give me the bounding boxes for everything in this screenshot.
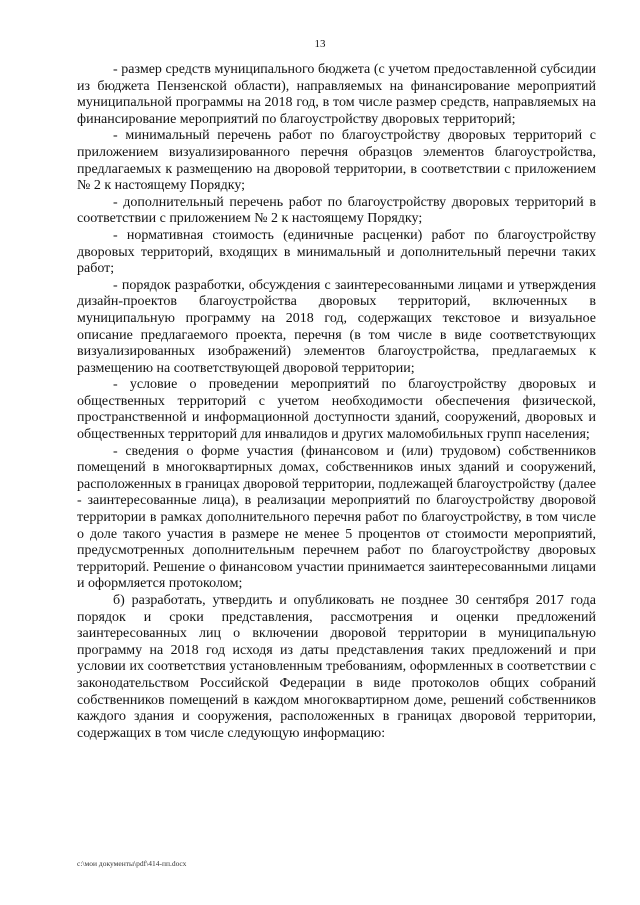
page-number: 13: [314, 38, 326, 50]
paragraph-develop-approve-publish: б) разработать, утвердить и опубликовать не позднее 30 сентября 2017 года порядок и сроки представления, рассмотрения и оценки предложений заинтересованных лиц о включении дворовой территории в муниципальную программу на 2018 год исходя из даты представления таких предложений и при условии их соответствия установленным требованиям, оформленных в соответствии с законодательством Российской Федерации в виде протоколов общих собраний собственников помещений в каждом многоквартирном доме, решений собственников каждого здания и сооружения, расположенных в границах дворовой территории, содержащих в том числе следующую информацию:: [77, 593, 596, 741]
paragraph-design-projects-procedure: - порядок разработки, обсуждения с заинтересованными лицами и утверждения дизайн-проектов благоустройства дворовых территорий, включенных в муниципальную программу на 2018 год, содержащих текстовое и визуальное описание предлагаемого проекта, перечня (в том числе в виде соответствующих визуализированных изображений) элементов благоустройства, предлагаемых к размещению на соответствующей дворовой территории;: [77, 277, 596, 376]
paragraph-standard-cost: - нормативная стоимость (единичные расценки) работ по благоустройству дворовых территорий, входящих в минимальный и дополнительный перечни таких работ;: [77, 227, 596, 277]
footer-file-path: c:\мои документы\pdf\414-пп.docx: [77, 859, 187, 868]
paragraph-accessibility-condition: - условие о проведении мероприятий по благоустройству дворовых и общественных территорий с учетом необходимости обеспечения физической, пространственной и информационной доступности зданий, сооружений, дворовых и общественных территорий для инвалидов и других маломобильных групп населения;: [77, 377, 596, 443]
document-body: [77, 62, 596, 742]
paragraph-minimum-works-list: - минимальный перечень работ по благоустройству дворовых территорий с приложением визуализированного перечня образцов элементов благоустройства, предлагаемых к размещению на дворовой территории, в соответствии с приложением № 2 к настоящему Порядку;: [77, 128, 596, 194]
paragraph-participation-form: - сведения о форме участия (финансовом и (или) трудовом) собственников помещений в многоквартирных домах, собственников иных зданий и сооружений, расположенных в границах дворовой территории, подлежащей благоустройству (далее - заинтересованные лица), в реализации мероприятий по благоустройству дворовой территории в рамках дополнительного перечня работ по благоустройству, в том числе о доле такого участия в размере не менее 5 процентов от стоимости мероприятий, предусмотренных дополнительным перечнем работ по благоустройству дворовых территорий. Решение о финансовом участии принимается заинтересованными лицами и оформляется протоколом;: [77, 443, 596, 592]
paragraph-budget-funds: - размер средств муниципального бюджета (с учетом предоставленной субсидии из бюджета Пензенской области), направляемых на финансирование мероприятий муниципальной программы на 2018 год, в том числе размер средств, направляемых на финансирование мероприятий по благоустройству дворовых территорий;: [77, 62, 596, 127]
paragraph-additional-works-list: - дополнительный перечень работ по благоустройству дворовых территорий в соответствии с приложением № 2 к настоящему Порядку;: [77, 194, 596, 227]
